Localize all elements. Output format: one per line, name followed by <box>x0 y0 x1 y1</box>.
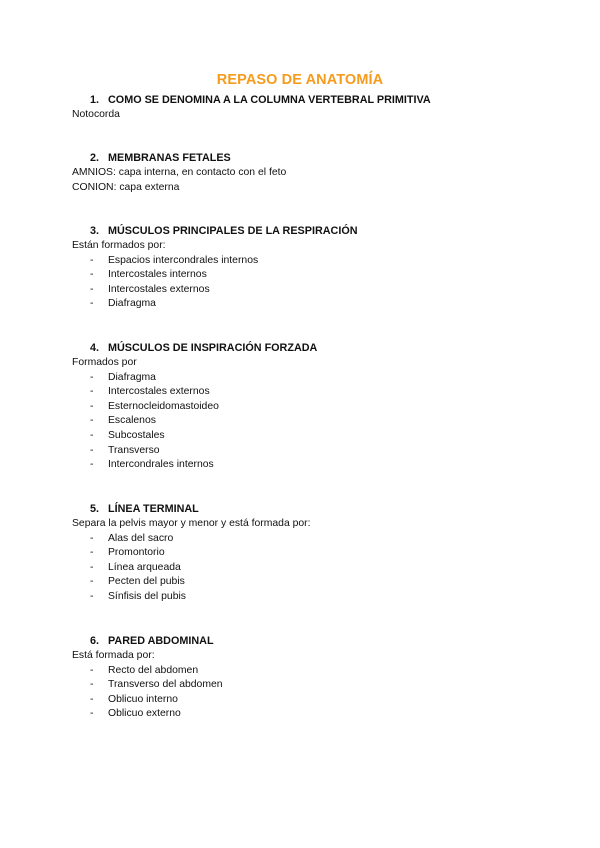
list-item <box>0 268 600 283</box>
body-text: Están formados por: <box>72 240 166 251</box>
section-heading <box>0 150 600 166</box>
list-item <box>0 707 600 722</box>
list-item <box>0 400 600 415</box>
list-item <box>0 371 600 386</box>
list-item-text: Intercostales externos <box>108 386 210 398</box>
bullet-dash: - <box>90 561 94 573</box>
bullet-dash: - <box>90 547 94 559</box>
bullet-dash: - <box>90 664 94 676</box>
list-item-text: Diafragma <box>108 298 156 310</box>
section-number: 6. <box>90 635 100 647</box>
list-item-text: Intercostales externos <box>108 283 210 295</box>
list-item-text: Sínfisis del pubis <box>108 590 186 602</box>
body-text: CONION: capa externa <box>72 181 180 193</box>
bullet-dash: - <box>90 444 94 456</box>
section-number: 4. <box>90 342 100 354</box>
bullet-dash: - <box>90 415 94 427</box>
bullet-dash: - <box>90 590 94 602</box>
section-number: 3. <box>90 225 100 237</box>
section-title: LÍNEA TERMINAL <box>108 503 199 515</box>
list-item <box>0 678 600 693</box>
list-item <box>0 575 600 590</box>
list-item-text: Intercondrales internos <box>108 459 214 471</box>
section-title: MÚSCULOS PRINCIPALES DE LA RESPIRACIÓN <box>108 225 358 237</box>
bullet-dash: - <box>90 459 94 471</box>
document-title: REPASO DE ANATOMÍA <box>216 72 384 88</box>
list-item <box>0 429 600 444</box>
section-heading <box>0 340 600 356</box>
list-item-text: Transverso <box>108 444 160 456</box>
bullet-list <box>0 664 600 722</box>
list-item-text: Espacios intercondrales internos <box>108 254 259 266</box>
section-title: COMO SE DENOMINA A LA COLUMNA VERTEBRAL PRIMITIVA <box>108 94 431 106</box>
bullet-list <box>0 254 600 312</box>
list-item-text: Subcostales <box>108 429 165 441</box>
bullet-dash: - <box>90 298 94 310</box>
section-title: PARED ABDOMINAL <box>108 635 214 647</box>
bullet-dash: - <box>90 693 94 705</box>
list-item <box>0 297 600 312</box>
list-item-text: Alas del sacro <box>108 532 174 544</box>
bullet-dash: - <box>90 371 94 383</box>
list-item-text: Recto del abdomen <box>108 664 199 676</box>
list-item-text: Intercostales internos <box>108 269 207 281</box>
list-item-text: Oblicuo externo <box>108 708 181 720</box>
list-item <box>0 414 600 429</box>
list-item <box>0 693 600 708</box>
section-number: 1. <box>90 94 100 106</box>
section-number: 2. <box>90 152 100 164</box>
bullet-dash: - <box>90 532 94 544</box>
section-2 <box>0 150 600 195</box>
section-heading <box>0 223 600 239</box>
body-text: Separa la pelvis mayor y menor y está formada por: <box>72 518 311 529</box>
list-item <box>0 444 600 459</box>
list-item <box>0 546 600 561</box>
bullet-dash: - <box>90 429 94 441</box>
list-item-text: Promontorio <box>108 547 165 559</box>
section-heading <box>0 633 600 649</box>
bullet-dash: - <box>90 254 94 266</box>
list-item <box>0 561 600 576</box>
bullet-list <box>0 371 600 473</box>
body-text: AMNIOS: capa interna, en contacto con el feto <box>72 167 287 178</box>
list-item-text: Oblicuo interno <box>108 693 178 705</box>
bullet-dash: - <box>90 386 94 398</box>
section-number: 5. <box>90 503 100 515</box>
list-item-text: Esternocleidomastoideo <box>108 400 219 412</box>
list-item <box>0 254 600 269</box>
section-4 <box>0 340 600 473</box>
bullet-dash: - <box>90 400 94 412</box>
body-text: Notocorda <box>72 109 120 120</box>
list-item-text: Transverso del abdomen <box>108 679 223 691</box>
bullet-list <box>0 532 600 605</box>
section-heading <box>0 92 600 108</box>
section-1 <box>0 92 600 123</box>
list-item-text: Escalenos <box>108 415 156 427</box>
list-item <box>0 590 600 605</box>
section-heading <box>0 501 600 517</box>
bullet-dash: - <box>90 269 94 281</box>
list-item-text: Línea arqueada <box>108 561 181 573</box>
section-title: MÚSCULOS DE INSPIRACIÓN FORZADA <box>108 342 318 354</box>
section-5 <box>0 501 600 605</box>
bullet-dash: - <box>90 708 94 720</box>
section-3 <box>0 223 600 312</box>
body-text: Está formada por: <box>72 650 155 661</box>
list-item <box>0 532 600 547</box>
section-title: MEMBRANAS FETALES <box>108 152 231 164</box>
bullet-dash: - <box>90 576 94 588</box>
bullet-dash: - <box>90 679 94 691</box>
body-text: Formados por <box>72 357 137 368</box>
list-item <box>0 664 600 679</box>
list-item-text: Pecten del pubis <box>108 576 185 588</box>
bullet-dash: - <box>90 283 94 295</box>
list-item <box>0 283 600 298</box>
list-item-text: Diafragma <box>108 371 156 383</box>
section-6 <box>0 633 600 722</box>
list-item <box>0 458 600 473</box>
list-item <box>0 385 600 400</box>
